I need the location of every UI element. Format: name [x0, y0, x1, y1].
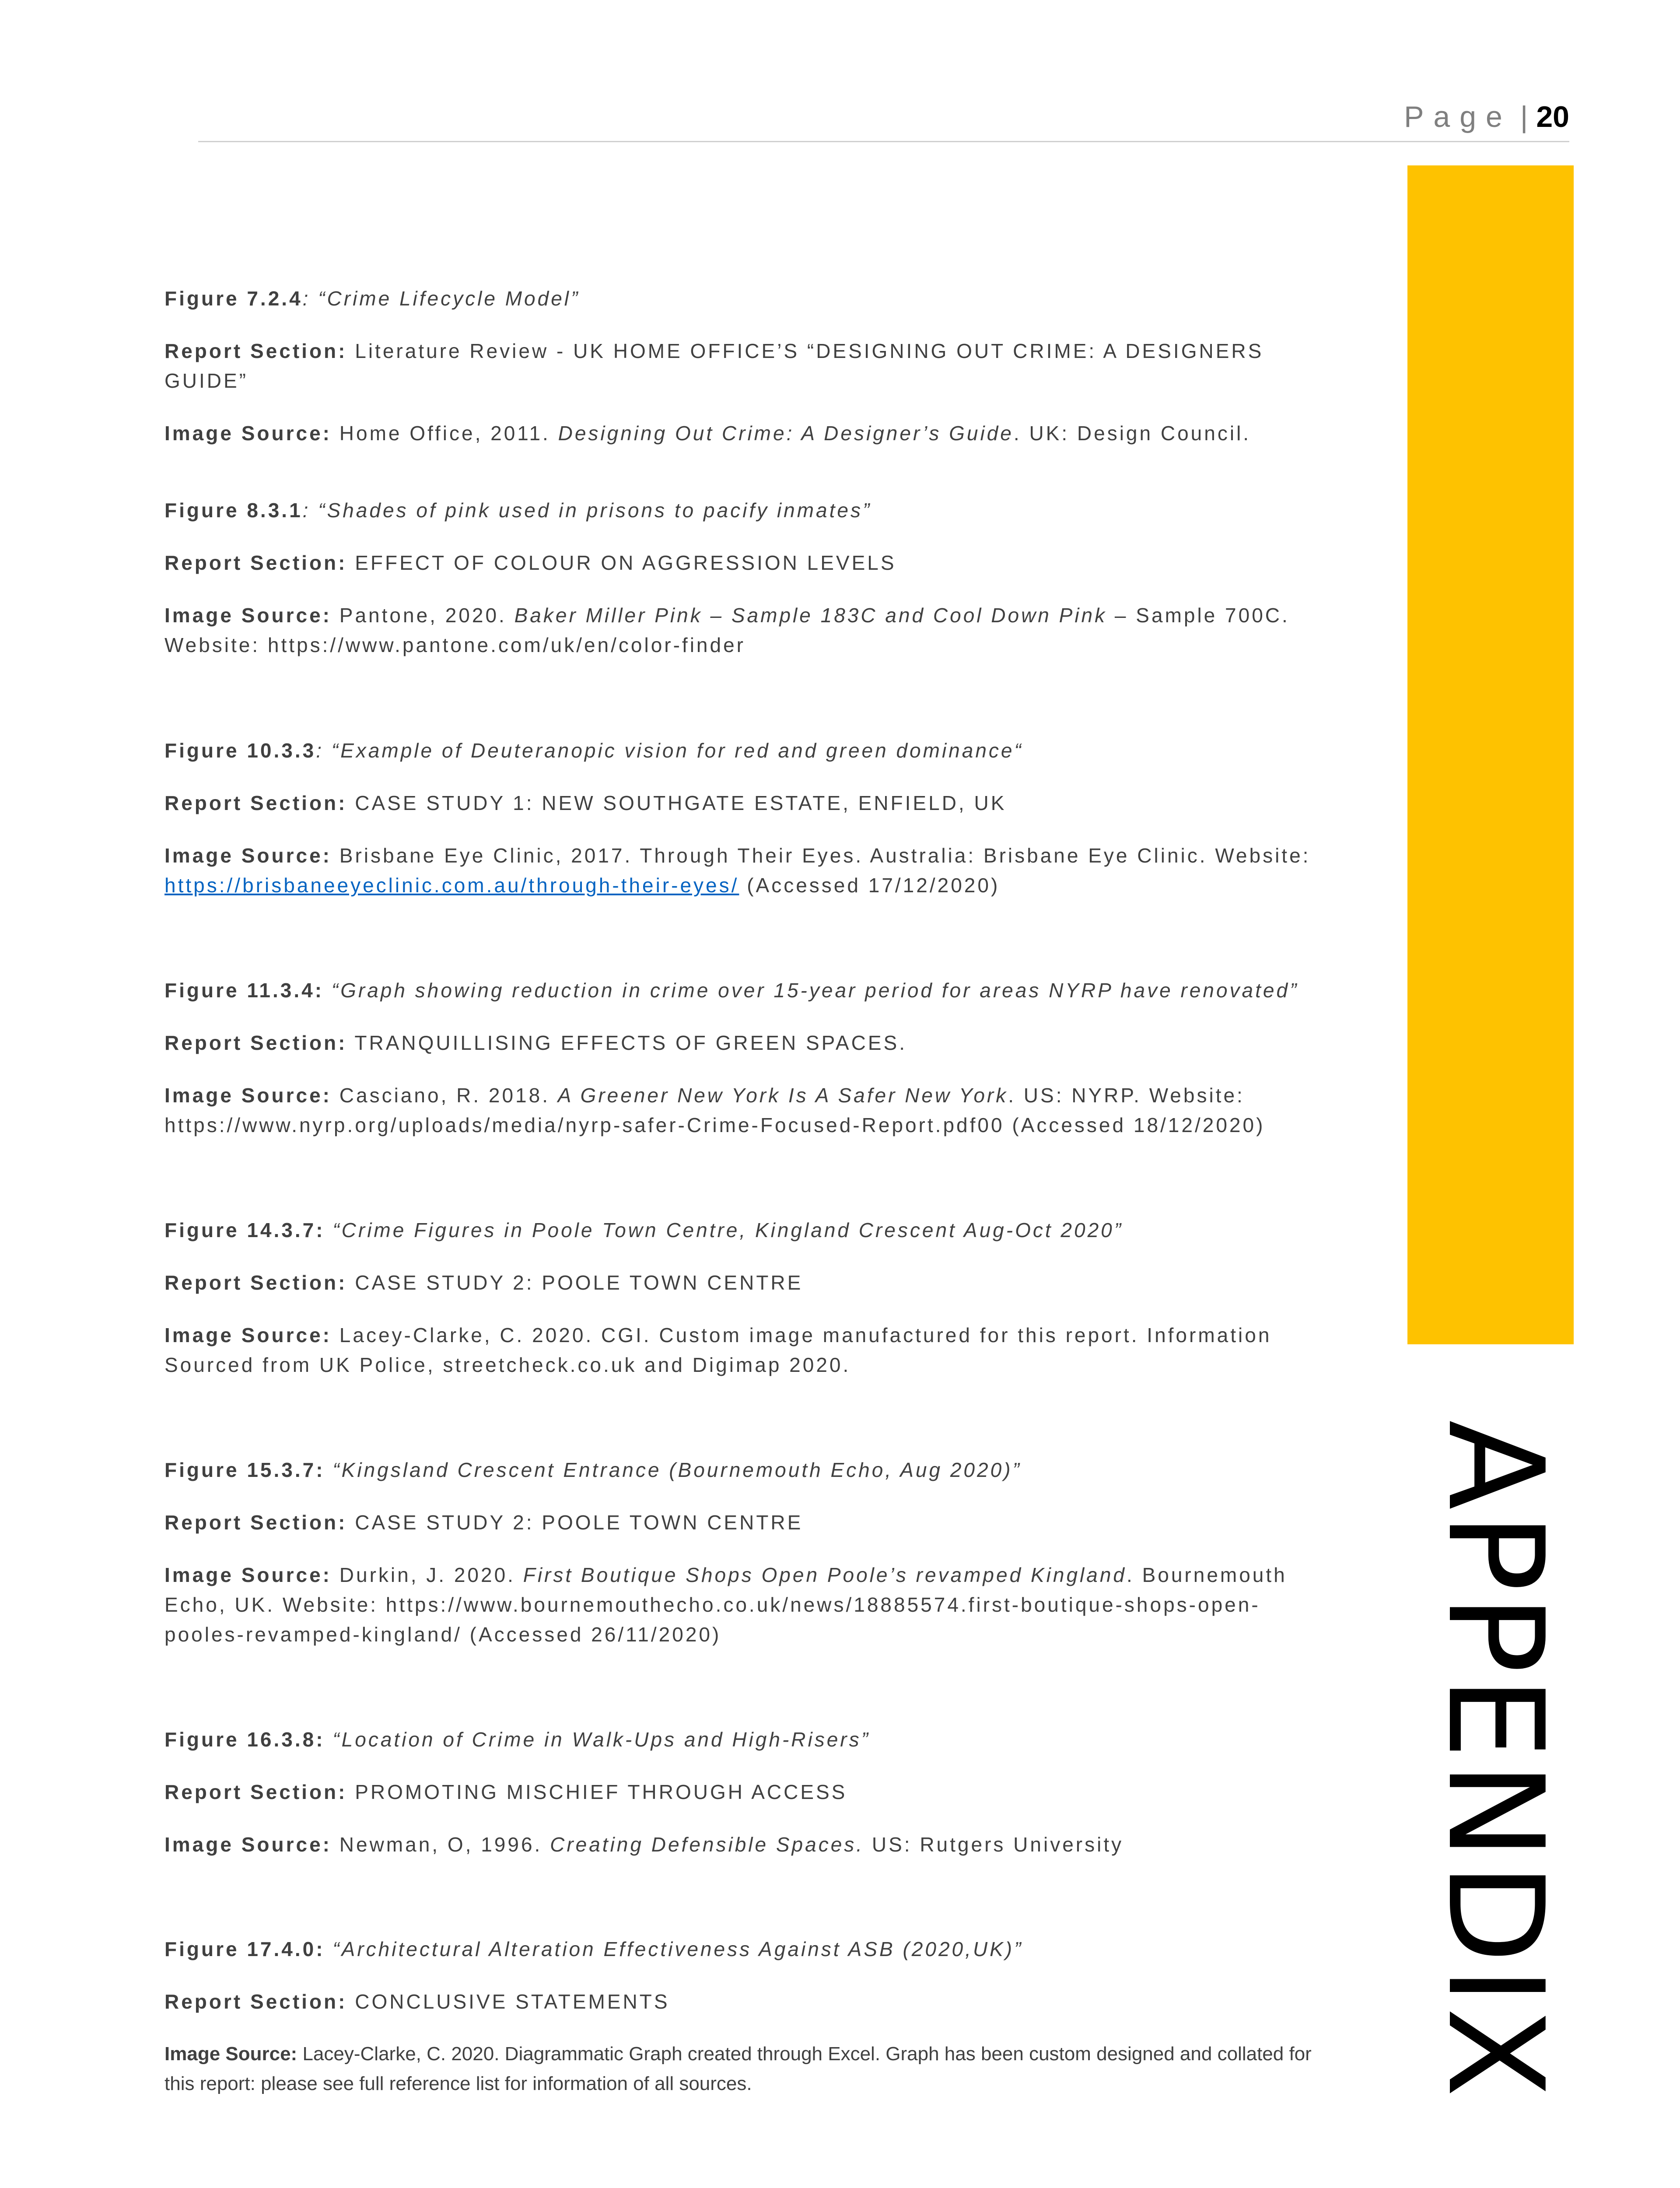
- figure-label: Figure 7.2.4: [164, 287, 303, 310]
- image-source-label: Image Source:: [164, 604, 332, 627]
- image-source-text: Durkin, J. 2020.: [339, 1564, 523, 1586]
- image-source-line: [164, 2039, 1320, 2099]
- figure-caption-line: [164, 1455, 1320, 1485]
- figure-caption-line: [164, 975, 1320, 1005]
- figure-caption-line: [164, 736, 1320, 765]
- report-section-line: [164, 1777, 1320, 1807]
- figure-caption-line: [164, 1215, 1320, 1245]
- report-section-label: Report Section:: [164, 551, 347, 574]
- figure-label: Figure 17.4.0:: [164, 1938, 325, 1960]
- report-section-label: Report Section:: [164, 1781, 347, 1803]
- figure-caption: “Kingsland Crescent Entrance (Bournemouth Echo, Aug 2020)”: [325, 1459, 1022, 1481]
- report-section-value: PROMOTING MISCHIEF THROUGH ACCESS: [355, 1781, 847, 1803]
- report-section-value: CASE STUDY 2: POOLE TOWN CENTRE: [355, 1511, 803, 1534]
- image-source-text: Lacey-Clarke, C. 2020. Diagrammatic Graph created through Excel. Graph has been custom designed and collated for this report: please see full reference list for information of all sources.: [164, 2043, 1312, 2094]
- report-section-value: EFFECT OF COLOUR ON AGGRESSION LEVELS: [355, 551, 896, 574]
- section-title: APPENDIX: [1419, 1420, 1572, 2100]
- figure-entry: [164, 284, 1320, 448]
- report-section-value: CASE STUDY 2: POOLE TOWN CENTRE: [355, 1271, 803, 1294]
- header-divider: [198, 141, 1569, 142]
- report-section-value: TRANQUILLISING EFFECTS OF GREEN SPACES.: [354, 1031, 907, 1054]
- page-separator: |: [1520, 100, 1528, 133]
- image-source-line: [164, 1560, 1320, 1649]
- image-source-text: Home Office, 2011.: [339, 422, 558, 445]
- image-source-line: [164, 1830, 1320, 1859]
- image-source-label: Image Source:: [164, 1324, 332, 1346]
- report-section-line: [164, 1987, 1320, 2016]
- figure-caption-line: [164, 1934, 1320, 1964]
- figure-entry: [164, 1215, 1320, 1380]
- image-source-title: First Boutique Shops Open Poole’s revamped Kingland: [523, 1564, 1127, 1586]
- image-source-title: Baker Miller Pink – Sample 183C and Cool Down Pink: [514, 604, 1107, 627]
- image-source-title: A Greener New York Is A Safer New York: [557, 1084, 1008, 1107]
- report-section-line: [164, 548, 1320, 578]
- image-source-label: Image Source:: [164, 422, 332, 445]
- image-source-tail: (Accessed 17/12/2020): [739, 874, 1000, 897]
- report-section-label: Report Section:: [164, 1511, 347, 1534]
- figure-caption: : “Crime Lifecycle Model”: [302, 287, 580, 310]
- image-source-text: Lacey-Clarke, C. 2020. CGI. Custom image manufactured for this report. Information Sourced from UK Police, streetcheck.co.uk and Digimap 2020.: [164, 1324, 1272, 1376]
- image-source-label: Image Source:: [164, 1564, 332, 1586]
- image-source-line: [164, 1320, 1320, 1380]
- figure-entry: [164, 495, 1320, 660]
- figure-entry: [164, 1934, 1320, 2099]
- image-source-line: [164, 841, 1320, 900]
- figure-caption-line: [164, 284, 1320, 313]
- figure-entry: [164, 1455, 1320, 1649]
- figure-caption: “Graph showing reduction in crime over 15-year period for areas NYRP have renovated”: [324, 979, 1299, 1002]
- report-section-line: [164, 788, 1320, 818]
- report-section-label: Report Section:: [164, 1271, 347, 1294]
- figure-label: Figure 11.3.4:: [164, 979, 324, 1002]
- image-source-line: [164, 1080, 1320, 1140]
- figure-entry: [164, 1725, 1320, 1859]
- image-source-tail: . UK: Design Council.: [1013, 422, 1251, 445]
- report-section-line: [164, 1028, 1320, 1058]
- image-source-tail: . US: NYRP. Website: https://www.nyrp.org/uploads/media/nyrp-safer-Crime-Focused-Report.pdf00 (Accessed 18/12/2020): [164, 1084, 1265, 1136]
- figure-entry: [164, 975, 1320, 1140]
- figure-label: Figure 10.3.3: [164, 739, 316, 762]
- figure-entry: [164, 736, 1320, 900]
- figure-caption: “Architectural Alteration Effectiveness Against ASB (2020,UK)”: [325, 1938, 1023, 1960]
- image-source-label: Image Source:: [164, 2043, 298, 2065]
- page-label: Page: [1404, 100, 1512, 133]
- image-source-label: Image Source:: [164, 1833, 332, 1856]
- report-section-value: CASE STUDY 1: NEW SOUTHGATE ESTATE, ENFIELD, UK: [355, 792, 1007, 814]
- figure-caption: : “Example of Deuteranopic vision for red and green dominance“: [316, 739, 1023, 762]
- report-section-label: Report Section:: [164, 340, 347, 362]
- report-section-value: Literature Review - UK HOME OFFICE’S “DESIGNING OUT CRIME: A DESIGNERS GUIDE”: [164, 340, 1264, 392]
- image-source-text: Pantone, 2020.: [339, 604, 514, 627]
- figure-caption: : “Shades of pink used in prisons to pacify inmates”: [302, 499, 872, 522]
- figure-label: Figure 16.3.8:: [164, 1728, 325, 1751]
- report-section-label: Report Section:: [164, 792, 347, 814]
- image-source-tail: US: Rutgers University: [864, 1833, 1124, 1856]
- image-source-tail: – Sample 700C. Website: https://www.pantone.com/uk/en/color-finder: [164, 604, 1290, 656]
- image-source-line: [164, 600, 1320, 660]
- report-section-label: Report Section:: [164, 1031, 347, 1054]
- page-header: [1404, 100, 1569, 134]
- image-source-line: [164, 418, 1320, 448]
- report-section-line: [164, 336, 1320, 396]
- report-section-value: CONCLUSIVE STATEMENTS: [355, 1990, 670, 2013]
- figure-caption-line: [164, 1725, 1320, 1754]
- report-section-line: [164, 1268, 1320, 1297]
- image-source-text: Newman, O, 1996.: [339, 1833, 550, 1856]
- figure-label: Figure 15.3.7:: [164, 1459, 325, 1481]
- accent-sidebar: [1407, 165, 1574, 1344]
- figure-caption: “Location of Crime in Walk-Ups and High-Risers”: [325, 1728, 870, 1751]
- figure-caption-line: [164, 495, 1320, 525]
- image-source-title: Creating Defensible Spaces.: [550, 1833, 864, 1856]
- image-source-label: Image Source:: [164, 844, 332, 867]
- report-section-line: [164, 1508, 1320, 1537]
- image-source-text: Brisbane Eye Clinic, 2017. Through Their Eyes. Australia: Brisbane Eye Clinic. Website:: [339, 844, 1311, 867]
- report-section-label: Report Section:: [164, 1990, 347, 2013]
- figure-caption: “Crime Figures in Poole Town Centre, Kingland Crescent Aug-Oct 2020”: [325, 1219, 1124, 1241]
- figure-label: Figure 14.3.7:: [164, 1219, 325, 1241]
- image-source-title: Designing Out Crime: A Designer’s Guide: [558, 422, 1014, 445]
- page-number: 20: [1536, 100, 1569, 133]
- image-source-label: Image Source:: [164, 1084, 332, 1107]
- figure-label: Figure 8.3.1: [164, 499, 303, 522]
- image-source-tail: . Bournemouth Echo, UK. Website: https://www.bournemouthecho.co.uk/news/18885574.first-boutique-shops-open-pooles-revamped-kingland/ (Accessed 26/11/2020): [164, 1564, 1287, 1646]
- image-source-text: Casciano, R. 2018.: [339, 1084, 558, 1107]
- image-source-link[interactable]: https://brisbaneeyeclinic.com.au/through-their-eyes/: [164, 874, 739, 897]
